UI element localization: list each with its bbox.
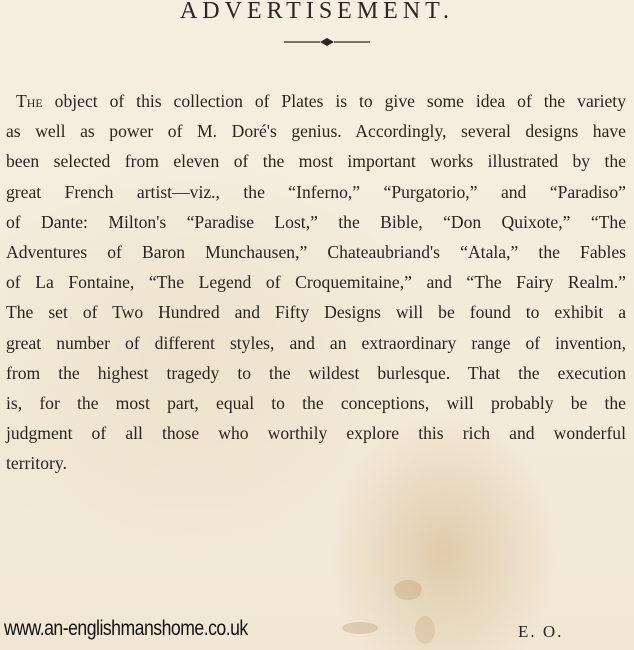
text-line-12: judgment of all those who worthily explore this rich and wonderful [6, 423, 626, 444]
text-line-6: Adventures of Baron Munchausen,” Chateaubriand's “Atala,” the Fables [6, 242, 626, 263]
text-line-5: of Dante: Milton's “Paradise Lost,” the Bible, “Don Quixote,” “The [6, 211, 626, 232]
text-line-4: great French artist—viz., the “Inferno,” “Purgatorio,” and “Paradiso” [6, 181, 626, 202]
ornament-divider [282, 34, 372, 50]
signature-initials: E. O. [518, 622, 564, 641]
text-line-13: territory. [6, 453, 67, 474]
text-line-9: great number of different styles, and an extraordinary range of invention, [6, 332, 626, 353]
website-watermark: www.an-englishmanshome.co.uk [4, 617, 248, 640]
paper-stain [330, 570, 450, 650]
text-line-3: been selected from eleven of the most important works illustrated by the [6, 151, 626, 172]
text-line-1: The object of this collection of Plates is to give some idea of the variety [16, 91, 626, 111]
body-paragraph [6, 86, 626, 479]
text-line-11: is, for the most part, equal to the conceptions, will probably be the [6, 393, 626, 414]
text-line-7: of La Fontaine, “The Legend of Croquemitaine,” and “The Fairy Realm.” [6, 272, 626, 293]
page-heading: ADVERTISEMENT. [179, 0, 455, 24]
lead-cap: The [16, 91, 43, 111]
text-line-2: as well as power of M. Doré's genius. Accordingly, several designs have [6, 121, 626, 142]
text-line-8: The set of Two Hundred and Fifty Designs will be found to exhibit a [6, 302, 626, 323]
text-line-10: from the highest tragedy to the wildest burlesque. That the execution [6, 362, 626, 383]
